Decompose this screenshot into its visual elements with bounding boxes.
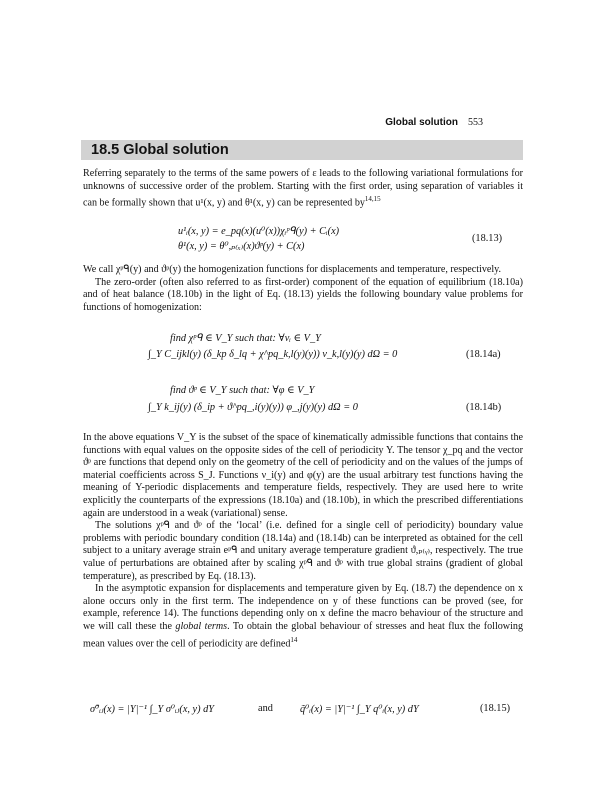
- equation-14b-condition: find ϑᵖ ∈ V_Y such that: ∀φ ∈ V_Y: [170, 385, 315, 396]
- equation-14a-condition: find χᵖᑫ ∈ V_Y such that: ∀νᵢ ∈ V_Y: [170, 333, 321, 344]
- equation-13a: u¹ᵢ(x, y) = e_pq(x)(u⁰(x))χᵢᵖᑫ(y) + Cᵢ(x): [178, 226, 340, 237]
- paragraph-discussion: [83, 432, 523, 650]
- paragraph-zero-order: The zero-order (often also referred to as first-order) component of the equation of equilibrium (18.10a) and of heat balance (18.10b) in the light of Eq. (18.13) yields the following boundary value problems for functions of homogenization:: [83, 276, 523, 313]
- paragraph-discussion-text: In the above equations V_Y is the subset of the space of kinematically admissible functions that contains the functions with equal values on the opposite sides of the cell of periodicity Y. The tensor χ_pq and the vector ϑᵖ are functions that depend only on the geometry of the cell of periodicity and on the values of the jumps of material coefficients across S_J. Functions ν_i(y) and φ(y) are the usual arbitrary test functions having the meaning of Y-periodic displacements and temperature fields, respectively. They are used here to write explicitly the counterparts of the expressions (18.10a) and (18.10b), in which the prescribed differentiations again are understood in a weak (variational) sense.: [83, 432, 523, 519]
- paragraph-asymptotic: [83, 583, 523, 650]
- section-heading: 18.5 Global solution: [91, 142, 229, 158]
- page-number: 553: [468, 117, 483, 128]
- citation: 14: [290, 635, 298, 644]
- equation-15-heat-flux: q̃⁰ᵢ(x) = |Y|⁻¹ ∫_Y q⁰ᵢ(x, y) dY: [300, 704, 419, 715]
- paragraph-asymptotic-text: In the asymptotic expansion for displacements and temperature given by Eq. (18.7) the dependence on x alone occurs only in the first term. The independence on y of these functions can be proved (see, for example, reference 14). The functions depending only on x define the macro behaviour of the structure and we will call these the: [83, 583, 523, 632]
- equation-number-15: (18.15): [480, 703, 511, 714]
- equation-15-stress: σ̃⁰ᵢⱼ(x) = |Y|⁻¹ ∫_Y σ⁰ᵢⱼ(x, y) dY: [90, 704, 214, 715]
- equation-number-13: (18.13): [472, 233, 503, 244]
- equation-15-and: and: [258, 703, 273, 714]
- running-title: Global solution: [385, 117, 458, 128]
- paragraph-homogenization-text: We call χᵖᑫ(y) and ϑᵖ(y) the homogenization functions for displacements and temperature, respectively.: [83, 264, 502, 275]
- citation: 14,15: [364, 195, 381, 204]
- global-terms-emphasis: global terms: [175, 620, 228, 632]
- equation-number-14b: (18.14b): [466, 402, 502, 413]
- equation-14a: ∫_Y C_ijkl(y) (δ_kp δ_lq + χ^pq_k,l(y)(y)) ν_k,l(y)(y) dΩ = 0: [148, 349, 398, 360]
- paragraph-intro-text: Referring separately to the terms of the same powers of ε leads to the following variational formulations for unknowns of successive order of the problem. Starting with the first order, using separation of variables it can be formally shown that u¹(x, y) and θ¹(x, y) can be represented by: [83, 168, 523, 209]
- paragraph-asymptotic-tail: . To obtain the global behaviour of stresses and heat flux the following mean values over the cell of periodicity are defined: [83, 620, 523, 649]
- paragraph-homogenization: [83, 264, 523, 314]
- equation-14b: ∫_Y k_ij(y) (δ_ip + ϑ^pq_,i(y)(y)) φ_,j(y)(y) dΩ = 0: [148, 402, 358, 413]
- equation-13b: θ¹(x, y) = θ⁰,ₚ₍ₓ₎(x)ϑᵖ(y) + C(x): [178, 241, 305, 252]
- running-head: [385, 117, 483, 128]
- paragraph-intro: [83, 168, 523, 210]
- paragraph-solutions: The solutions χᵖᑫ and ϑᵖ of the ‘local’ (i.e. defined for a single cell of periodicity) boundary value problems with periodic boundary condition (18.14a) and (18.14b) can be interpreted as obtained for the cell subject to a unitary average strain eᵖᑫ and unitary average temperature gradient ϑ,ₚ₍ᵧ₎, respectively. The true value of perturbations are obtained after by scaling χᵖᑫ and ϑᵖ with true global strains (gradient of global temperature), as prescribed by Eq. (18.13).: [83, 520, 523, 582]
- equation-number-14a: (18.14a): [466, 349, 501, 360]
